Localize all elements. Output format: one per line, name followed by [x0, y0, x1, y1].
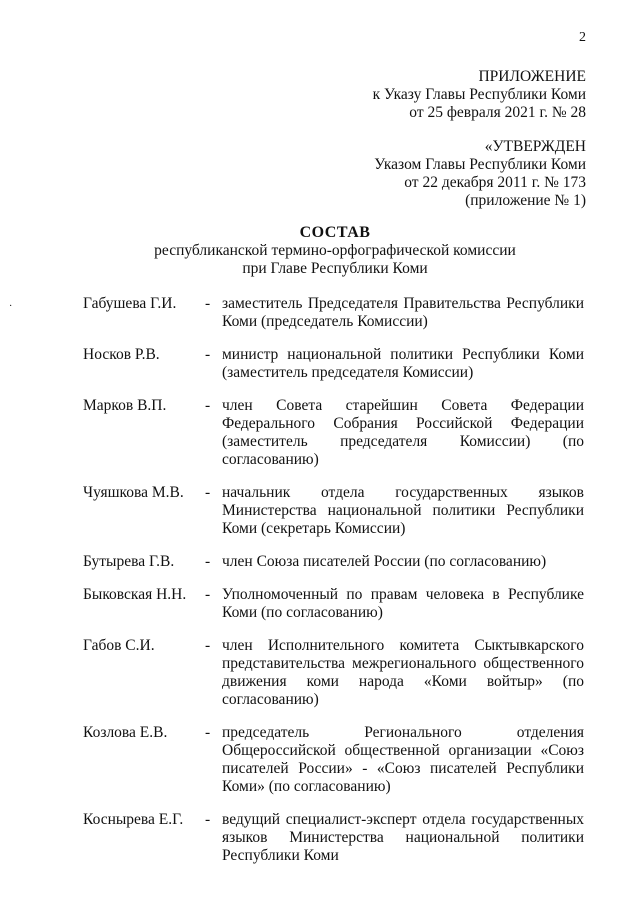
member-dash: - — [205, 811, 211, 828]
member-dash: - — [205, 484, 211, 501]
member-dash: - — [205, 295, 211, 312]
member-row — [83, 811, 584, 865]
member-row — [83, 295, 584, 331]
member-role: член Исполнительного комитета Сыктывкарского представительства межрегионального общественного движения коми народа «Коми войтыр» (по согласованию) — [222, 637, 584, 708]
member-row — [83, 397, 584, 469]
composition-title — [90, 224, 580, 278]
appendix-line: от 25 февраля 2021 г. № 28 — [409, 104, 586, 121]
page-number: 2 — [579, 30, 586, 45]
member-dash: - — [205, 346, 211, 363]
stray-mark: · — [9, 301, 13, 312]
member-row — [83, 346, 584, 382]
member-role: член Союза писателей России (по согласованию) — [222, 553, 547, 570]
member-name: Габов С.И. — [83, 637, 155, 654]
member-row — [83, 586, 584, 622]
approved-line: от 22 декабря 2011 г. № 173 — [404, 174, 586, 191]
member-name: Чуяшкова М.В. — [83, 484, 184, 501]
member-name: Козлова Е.В. — [83, 724, 168, 741]
approved-header — [374, 138, 586, 210]
document-subtitle: республиканской термино-орфографической комиссии — [154, 242, 516, 259]
member-dash: - — [205, 724, 211, 741]
member-name: Коснырева Е.Г. — [83, 811, 184, 828]
approved-line: Указом Главы Республики Коми — [374, 156, 586, 173]
member-name: Носков Р.В. — [83, 346, 160, 363]
member-dash: - — [205, 637, 211, 654]
appendix-header — [373, 68, 586, 122]
member-dash: - — [205, 397, 211, 414]
member-role: министр национальной политики Республики Коми (заместитель председателя Комиссии) — [222, 346, 584, 381]
appendix-line: к Указу Главы Республики Коми — [372, 86, 586, 103]
member-role: Уполномоченный по правам человека в Республике Коми (по согласованию) — [222, 586, 584, 621]
member-dash: - — [205, 553, 211, 570]
member-role: ведущий специалист-эксперт отдела государственных языков Министерства национальной политики Республики Коми — [222, 811, 584, 864]
document-subtitle: при Главе Республики Коми — [242, 260, 428, 277]
member-role: начальник отдела государственных языков Министерства национальной политики Республики Коми (секретарь Комиссии) — [222, 484, 584, 537]
member-row — [83, 553, 584, 571]
member-name: Быковская Н.Н. — [83, 586, 187, 603]
member-row — [83, 724, 584, 796]
member-row — [83, 484, 584, 538]
member-dash: - — [205, 586, 211, 603]
approved-line: «УТВЕРЖДЕН — [484, 138, 586, 155]
appendix-line: ПРИЛОЖЕНИЕ — [478, 68, 586, 85]
approved-line: (приложение № 1) — [465, 192, 586, 209]
member-role: член Совета старейшин Совета Федерации Федерального Собрания Российской Федерации (заместитель председателя Комиссии) (по согласованию) — [222, 397, 584, 468]
document-title: СОСТАВ — [299, 224, 371, 241]
member-name: Марков В.П. — [83, 397, 167, 414]
member-role: заместитель Председателя Правительства Республики Коми (председатель Комиссии) — [222, 295, 584, 330]
member-name: Габушева Г.И. — [83, 295, 177, 312]
member-role: председатель Регионального отделения Общероссийской общественной организации «Союз писателей России» - «Союз писателей Республики Коми» (по согласованию) — [222, 724, 584, 795]
member-name: Бутырева Г.В. — [83, 553, 175, 570]
member-row — [83, 637, 584, 709]
member-list — [83, 295, 584, 880]
